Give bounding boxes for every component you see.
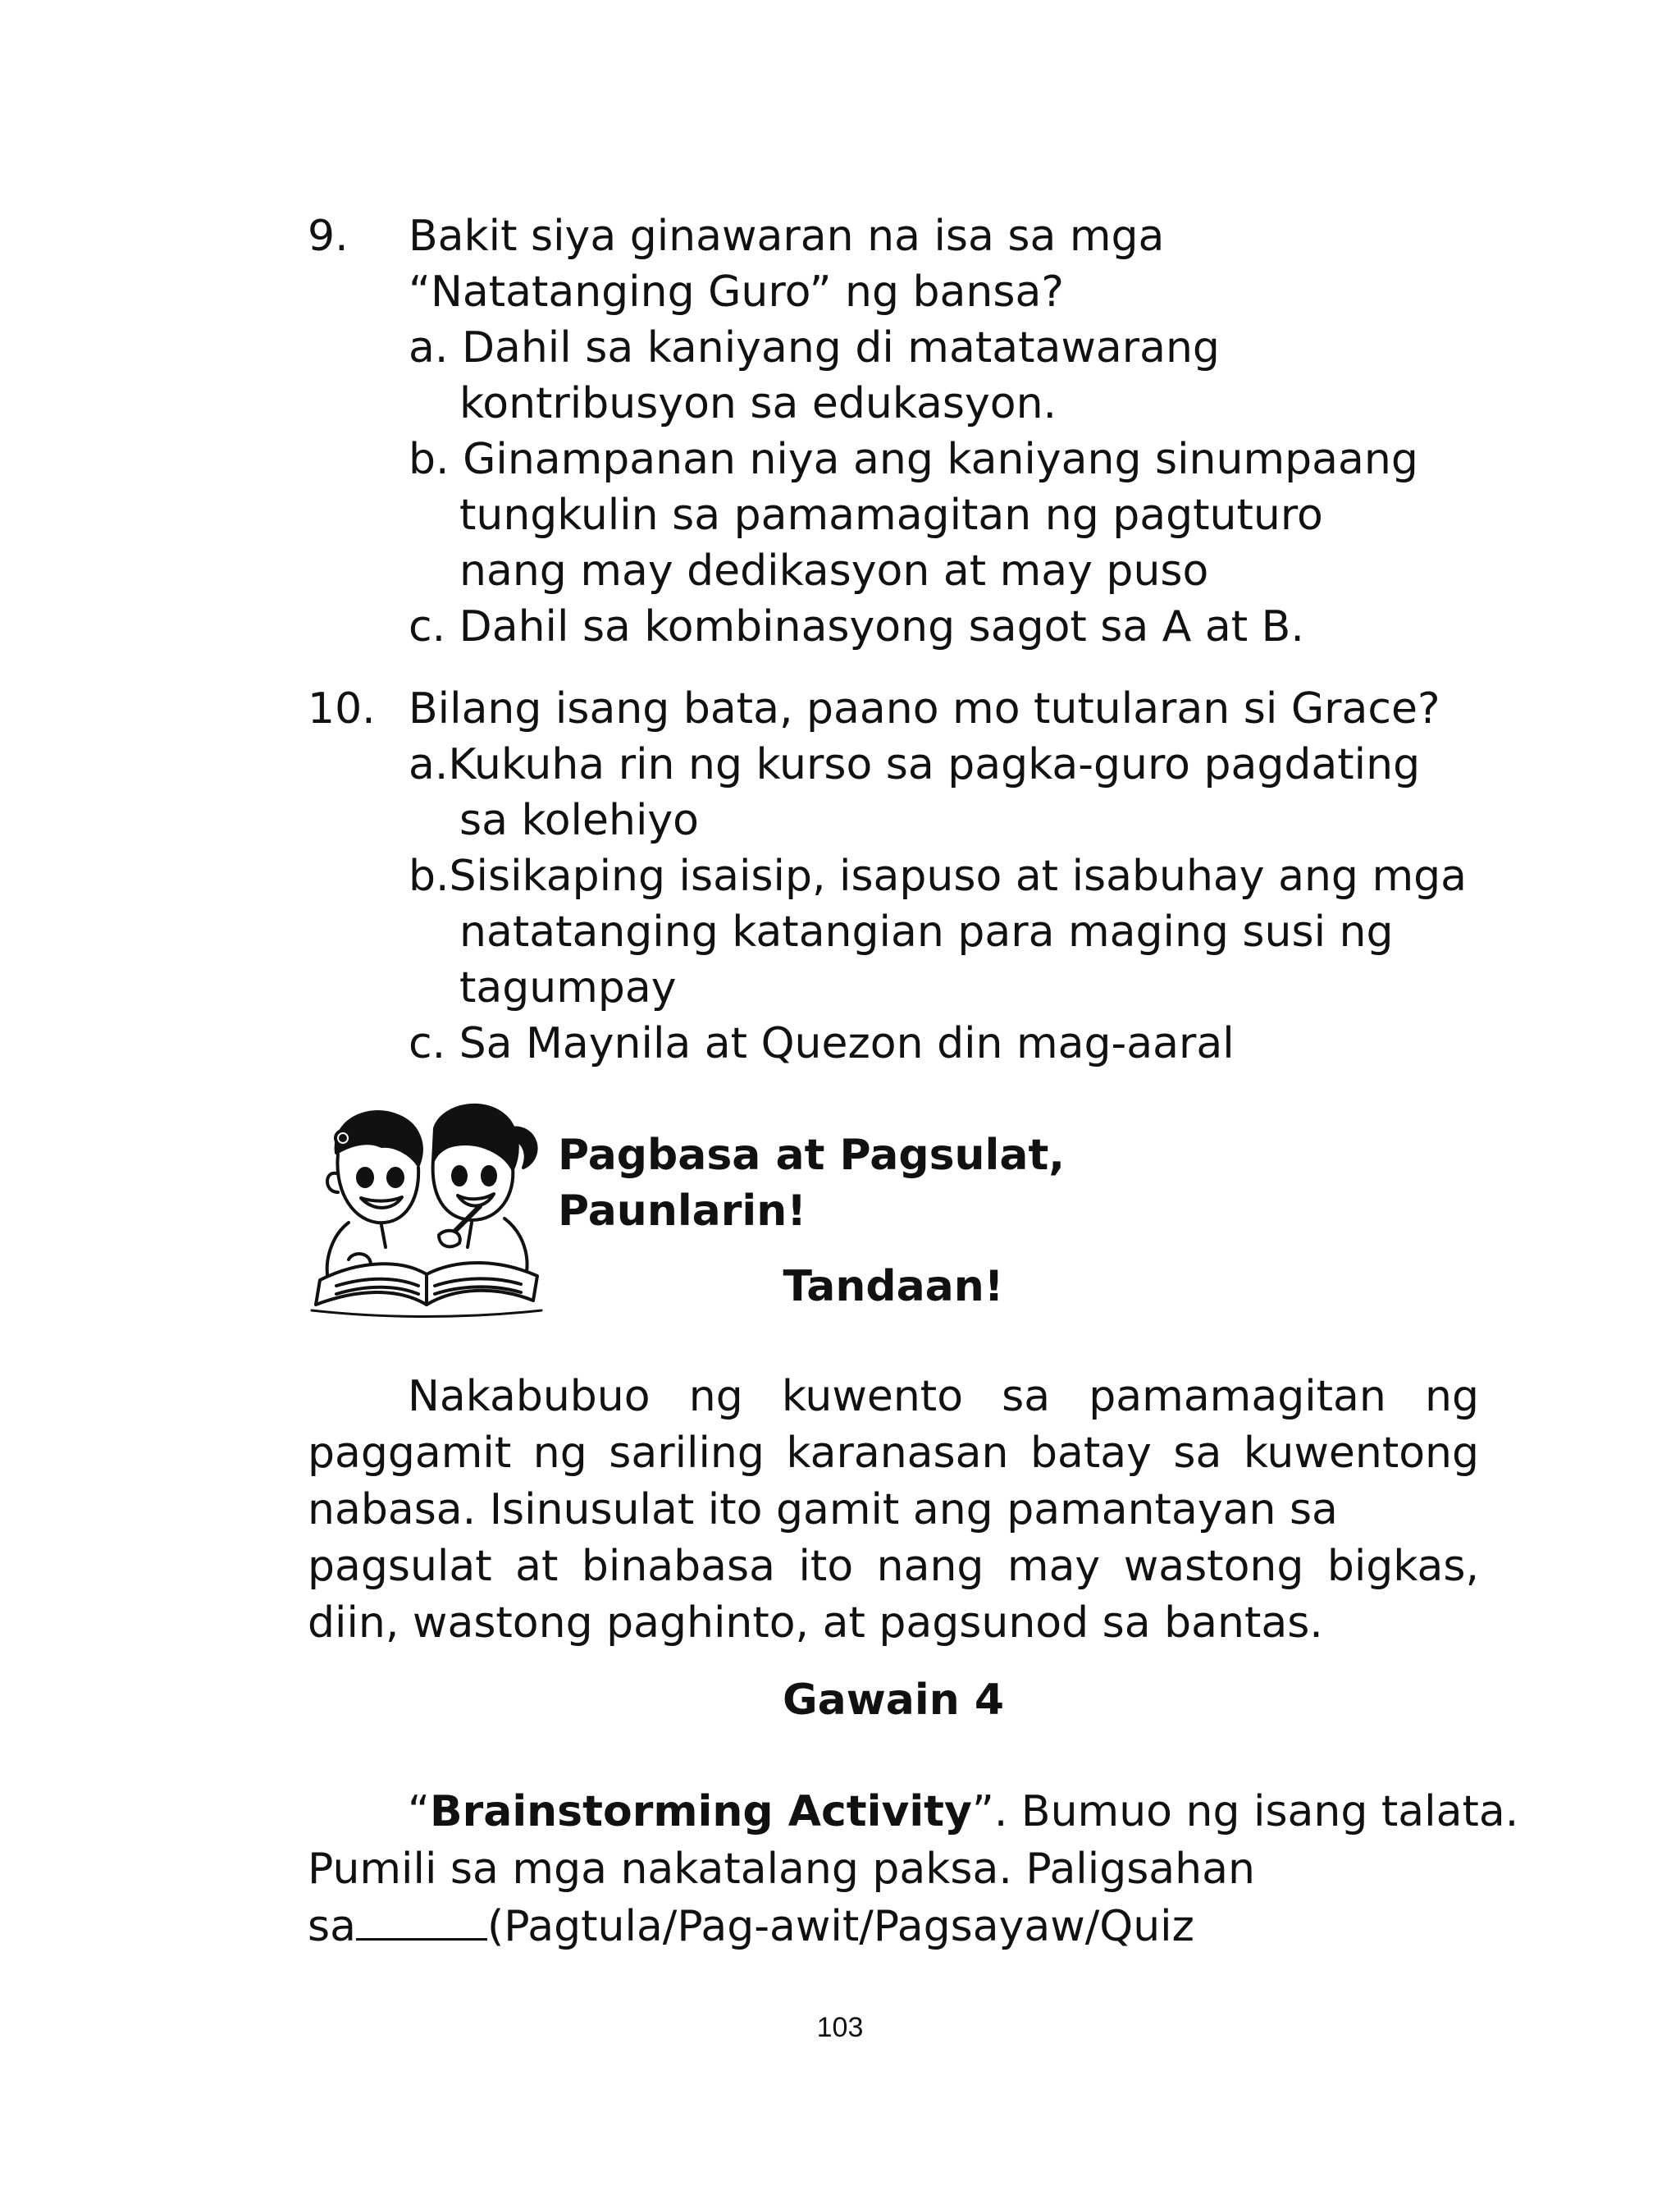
gawain-heading: Gawain 4 (782, 1676, 1005, 1725)
option-letter: b. (409, 852, 450, 901)
question-9-option-b-line-3: nang may dedikasyon at may puso (459, 546, 1209, 596)
tandaan-paragraph (308, 1369, 1479, 1652)
question-10-text: Bilang isang bata, paano mo tutularan si Grace? (409, 684, 1440, 734)
question-9-number: 9. (308, 212, 349, 261)
question-10-option-b-line-3: tagumpay (459, 963, 677, 1013)
question-9-option-b (409, 432, 1418, 487)
option-text: Dahil sa kombinasyong sagot sa A at B. (459, 602, 1304, 652)
option-letter: c. (409, 1019, 446, 1068)
option-letter: a. (409, 740, 449, 789)
paragraph-line-1: Nakabubuo ng kuwento sa pamamagitan ng (408, 1372, 1479, 1421)
tandaan-heading: Tandaan! (783, 1262, 1004, 1311)
option-letter: a. (409, 323, 449, 373)
topic-options: (Pagtula/Pag-awit/Pagsayaw/Quiz (486, 1902, 1194, 1951)
question-9-text-line-1: Bakit siya ginawaran na isa sa mga (409, 212, 1165, 261)
line-prefix: sa (308, 1902, 356, 1951)
activity-title: Brainstorming Activity (429, 1787, 972, 1836)
question-9-text-line-2: “Natatanging Guro” ng bansa? (409, 267, 1064, 317)
question-10-option-a-line-2: sa kolehiyo (459, 796, 699, 845)
paragraph-line-2: paggamit ng sariling karanasan batay sa kuwentong (308, 1429, 1479, 1478)
close-quote: ”. (971, 1787, 1008, 1836)
paragraph-line-3: nabasa. Isinusulat ito gamit ang pamantayan sa (308, 1485, 1338, 1534)
question-10-number: 10. (308, 684, 376, 734)
question-9-option-c (409, 599, 1304, 655)
section-title-line-2: Paunlarin! (558, 1186, 806, 1236)
question-10-option-b (409, 848, 1467, 904)
paragraph-line-4: pagsulat at binabasa ito nang may wastong bigkas, (308, 1542, 1479, 1591)
option-text: Sisikaping isaisip, isapuso at isabuhay ang mga (449, 852, 1467, 901)
question-10-option-c (409, 1016, 1235, 1072)
option-text: Kukuha rin ng kurso sa pagka-guro pagdating (448, 740, 1421, 789)
question-10-option-a (409, 737, 1420, 793)
question-10-option-b-line-2: natatanging katangian para maging susi ng (459, 908, 1394, 957)
option-letter: b. (409, 435, 450, 484)
fill-in-blank (356, 1902, 487, 1941)
paragraph-line-5: diin, wastong paghinto, at pagsunod sa bantas. (308, 1598, 1323, 1648)
page-number: 103 (816, 2012, 864, 2043)
question-9-option-b-line-2: tungkulin sa pamamagitan ng pagtuturo (459, 491, 1323, 540)
instruction-text: Bumuo ng isang talata. (1007, 1787, 1519, 1836)
gawain-line-3 (308, 1899, 1194, 1955)
option-letter: c. (409, 602, 446, 652)
open-quote: “ (408, 1787, 430, 1836)
option-text: Ginampanan niya ang kaniyang sinumpaang (463, 435, 1418, 484)
gawain-line-1 (408, 1784, 1518, 1840)
section-title-line-1: Pagbasa at Pagsulat, (558, 1131, 1066, 1180)
option-text: Dahil sa kaniyang di matatawarang (461, 323, 1220, 373)
option-text: Sa Maynila at Quezon din mag-aaral (445, 1019, 1235, 1068)
question-9-option-a-line-2: kontribusyon sa edukasyon. (459, 379, 1057, 428)
gawain-line-2: Pumili sa mga nakatalang paksa. Paligsahan (308, 1845, 1255, 1894)
question-9-option-a (409, 320, 1220, 376)
